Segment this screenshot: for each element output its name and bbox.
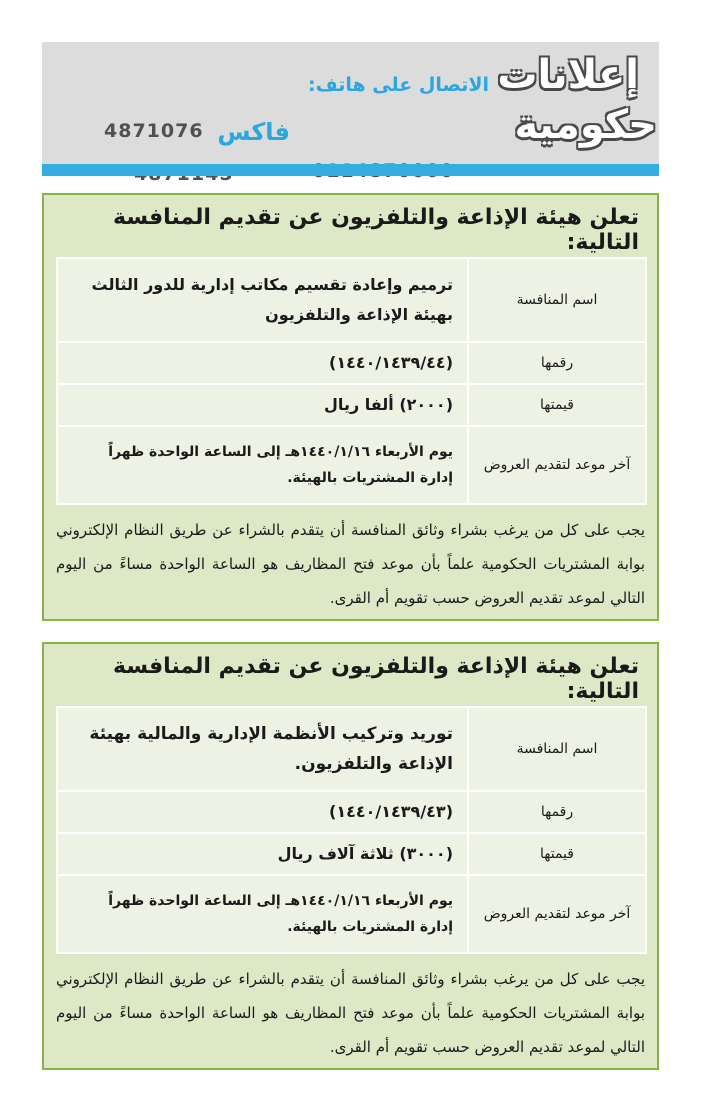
row-label: قيمتها — [468, 384, 646, 426]
row-value: يوم الأربعاء ١٤٤٠/١/١٦هـ إلى الساعة الواحدة ظهراً إدارة المشتريات بالهيئة. — [57, 875, 468, 953]
tender-info-table — [56, 706, 647, 954]
row-label: رقمها — [468, 342, 646, 384]
fax-label: فاكس — [217, 118, 290, 146]
row-label: اسم المنافسة — [468, 258, 646, 342]
header-accent-bar — [42, 164, 659, 176]
brand-line-1: إعلانات — [497, 52, 639, 98]
row-value: (١٤٤٠/١٤٣٩/٤٤) — [57, 342, 468, 384]
row-value: (١٤٤٠/١٤٣٩/٤٣) — [57, 791, 468, 833]
row-value: يوم الأربعاء ١٤٤٠/١/١٦هـ إلى الساعة الواحدة ظهراً إدارة المشتريات بالهيئة. — [57, 426, 468, 504]
tender-announcement-1 — [42, 193, 659, 621]
table-row — [57, 707, 646, 791]
table-row — [57, 342, 646, 384]
contact-label: الاتصال على هاتف: — [308, 74, 489, 96]
row-label: آخر موعد لتقديم العروض — [468, 875, 646, 953]
row-value: (٢٠٠٠) ألفا ريال — [57, 384, 468, 426]
announcement-note: يجب على كل من يرغب بشراء وثائق المنافسة أن يتقدم بالشراء عن طريق النظام الإلكتروني بوابة المشتريات الحكومية علماً بأن موعد فتح المظاريف هو الساعة الواحدة مساءً من اليوم التالي لموعد تقديم العروض حسب تقويم أم القرى. — [56, 521, 645, 607]
table-row — [57, 833, 646, 875]
brand-line-2: حكومية — [514, 102, 657, 148]
row-value: (٣٠٠٠) ثلاثة آلاف ريال — [57, 833, 468, 875]
row-value: ترميم وإعادة تقسيم مكاتب إدارية للدور الثالث بهيئة الإذاعة والتلفزيون — [57, 258, 468, 342]
row-value: توريد وتركيب الأنظمة الإدارية والمالية بهيئة الإذاعة والتلفزيون. — [57, 707, 468, 791]
table-row — [57, 791, 646, 833]
fax-number-1: 4871076 — [104, 120, 204, 142]
header-panel — [42, 42, 659, 164]
row-label: آخر موعد لتقديم العروض — [468, 426, 646, 504]
announcement-note: يجب على كل من يرغب بشراء وثائق المنافسة أن يتقدم بالشراء عن طريق النظام الإلكتروني بوابة المشتريات الحكومية علماً بأن موعد فتح المظاريف هو الساعة الواحدة مساءً من اليوم التالي لموعد تقديم العروض حسب تقويم أم القرى. — [56, 970, 645, 1056]
tender-info-table — [56, 257, 647, 505]
row-label: اسم المنافسة — [468, 707, 646, 791]
tender-announcement-2 — [42, 642, 659, 1070]
table-row — [57, 258, 646, 342]
table-row — [57, 426, 646, 504]
table-row — [57, 384, 646, 426]
announcement-title: تعلن هيئة الإذاعة والتلفزيون عن تقديم المنافسة التالية: — [113, 205, 639, 255]
brand-title — [497, 50, 657, 150]
row-label: قيمتها — [468, 833, 646, 875]
announcement-title: تعلن هيئة الإذاعة والتلفزيون عن تقديم المنافسة التالية: — [113, 654, 639, 704]
row-label: رقمها — [468, 791, 646, 833]
table-row — [57, 875, 646, 953]
